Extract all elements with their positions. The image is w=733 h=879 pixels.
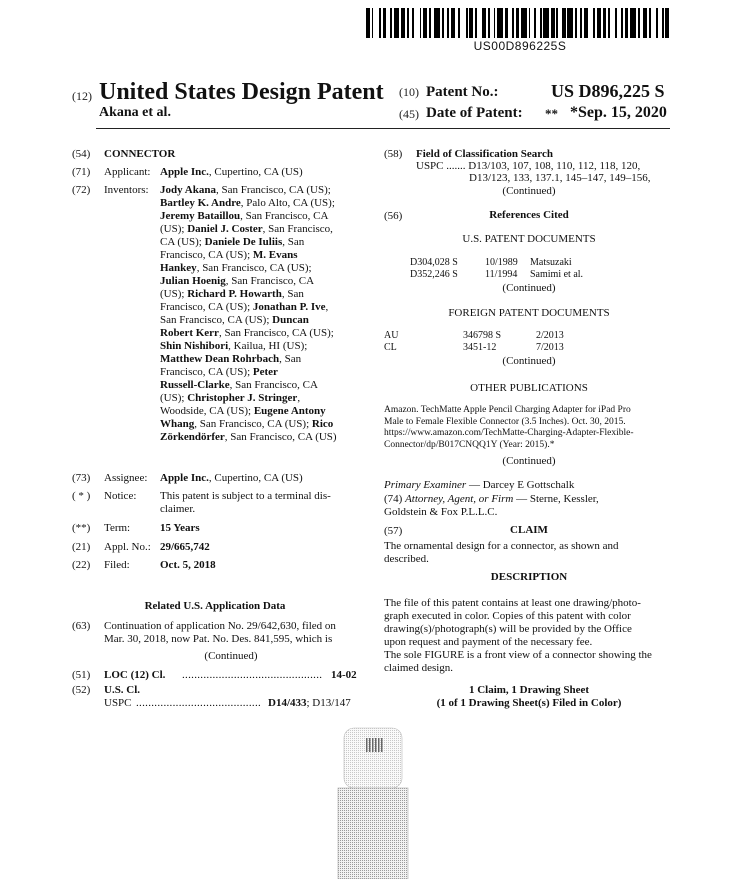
- inventor-name: Rico: [311, 418, 334, 430]
- date-label: Date of Patent:: [426, 105, 523, 121]
- sheet-line-1: 1 Claim, 1 Drawing Sheet: [468, 684, 590, 696]
- connector-drawing: [336, 724, 410, 879]
- foreign-documents-continued: (Continued): [502, 355, 556, 367]
- related-data-title: Related U.S. Application Data: [144, 600, 286, 612]
- inventor-line: [160, 210, 360, 223]
- inventor-name: Jody Akana: [160, 184, 216, 196]
- us-documents-continued: (Continued): [502, 282, 556, 294]
- field-58-number: (58): [384, 148, 403, 160]
- inventor-line: [160, 340, 360, 353]
- classification-line-1: USPC ....... D13/103, 107, 108, 110, 112, 118, 120,: [416, 160, 641, 172]
- description-line: drawing(s)/photograph(s) will be provided by the Office: [384, 623, 632, 635]
- filed-value: Oct. 5, 2018: [160, 559, 216, 571]
- header-rule: [96, 128, 670, 129]
- inventor-location: ,: [297, 392, 301, 404]
- term-label: Term:: [104, 522, 131, 534]
- inventor-name: Christopher J. Stringer: [187, 392, 298, 404]
- inventor-location: Francisco, CA (US);: [160, 301, 253, 313]
- description-line: The file of this patent contains at least one drawing/photo-: [384, 597, 641, 609]
- applicant-location: , Cupertino, CA (US): [208, 166, 303, 178]
- inventor-line: [160, 249, 360, 262]
- term-value: 15 Years: [160, 522, 200, 534]
- field-22-number: (22): [72, 559, 91, 571]
- appl-no-value: 29/665,742: [160, 541, 210, 553]
- inventor-location: Francisco, CA (US);: [160, 366, 253, 378]
- inventor-line: [160, 418, 360, 431]
- applicant-label: Applicant:: [104, 166, 151, 178]
- other-publications-text: [384, 405, 684, 451]
- inventor-location: , San Francisco, CA (US);: [218, 327, 334, 339]
- inventor-name: Zörkendörfer: [160, 431, 225, 443]
- inventor-line: [160, 366, 360, 379]
- field-52-number: (52): [72, 684, 91, 696]
- attorney-name-1: — Sterne, Kessler,: [513, 493, 599, 505]
- inventor-line: [160, 275, 360, 288]
- inventor-location: , San Francisco, CA (US);: [194, 418, 312, 430]
- inventor-line: [160, 314, 360, 327]
- classification-label: Field of Classification Search: [416, 148, 553, 160]
- other-publication-line: Amazon. TechMatte Apple Pencil Charging Adapter for iPad Pro: [384, 405, 631, 415]
- other-publications-continued: (Continued): [502, 455, 556, 467]
- notice-line-2: claimer.: [160, 503, 196, 515]
- field-72-number: (72): [72, 184, 91, 196]
- description-title: DESCRIPTION: [490, 571, 568, 583]
- inventor-name: Peter: [252, 366, 278, 378]
- inventor-location: CA (US);: [160, 236, 205, 248]
- field-51-number: (51): [72, 669, 91, 681]
- uspc-value: [268, 697, 351, 710]
- foreign-documents-title: FOREIGN PATENT DOCUMENTS: [448, 307, 610, 319]
- assignee-value: [160, 472, 303, 485]
- claim-line-2: described.: [384, 553, 429, 565]
- foreign-doc-cc: CL: [384, 342, 397, 353]
- inventor-line: [160, 184, 360, 197]
- inventor-location: Woodside, CA (US);: [160, 405, 254, 417]
- patent-no-label: Patent No.:: [426, 84, 499, 100]
- field-71-number: (71): [72, 166, 91, 178]
- attorney-line: [384, 493, 599, 506]
- patent-date: *Sep. 15, 2020: [570, 104, 667, 121]
- attorney-name-2: Goldstein & Fox P.L.L.C.: [384, 506, 498, 518]
- inventor-location: ,: [325, 301, 329, 313]
- inventor-name: Richard P. Howarth: [187, 288, 282, 300]
- claim-line-1: The ornamental design for a connector, as shown and: [384, 540, 619, 552]
- description-line: upon request and payment of the necessary fee.: [384, 636, 593, 648]
- uspc-dots: .........................................: [136, 697, 262, 709]
- claim-number: (57): [384, 525, 403, 537]
- other-publication-line: Male to Female Flexible Connector (3.5 Inches). Oct. 30, 2015.: [384, 416, 626, 427]
- sheet-line-2: (1 of 1 Drawing Sheet(s) Filed in Color): [436, 697, 622, 709]
- inventors-list: [160, 184, 360, 444]
- inventor-name: Robert Kerr: [160, 327, 219, 339]
- inventor-line: [160, 379, 360, 392]
- inventor-line: [160, 223, 360, 236]
- uspc-secondary: ; D13/147: [306, 697, 351, 709]
- inventor-line: [160, 353, 360, 366]
- inventor-name: Jeremy Bataillou: [160, 210, 241, 222]
- inventor-line: [160, 262, 360, 275]
- inventor-name: Julian Hoenig: [160, 275, 226, 287]
- attorney-label: Attorney, Agent, or Firm: [405, 493, 514, 505]
- inventor-location: , San Francisco,: [262, 223, 333, 235]
- other-publication-line: https://www.amazon.com/TechMatte-Charging-Adapter-Flexible-: [384, 428, 634, 438]
- examiner-label: Primary Examiner: [384, 479, 467, 491]
- inventor-location: , San: [279, 353, 302, 365]
- field-54-number: (54): [72, 148, 91, 160]
- title-connector: CONNECTOR: [104, 148, 176, 160]
- document-title: United States Design Patent: [99, 79, 384, 105]
- field-63-number: (63): [72, 620, 91, 632]
- us-doc-no: D304,028 S: [410, 257, 458, 268]
- foreign-doc-no: 346798 S: [463, 330, 502, 341]
- us-doc-name: Matsuzaki: [530, 257, 572, 268]
- inventor-name: Daniel J. Coster: [187, 223, 263, 235]
- continuation-continued: (Continued): [204, 650, 258, 662]
- uspc-label: USPC: [104, 697, 132, 709]
- notice-number: ( * ): [72, 490, 91, 502]
- inventor-location: , San: [282, 236, 305, 248]
- uspc-primary: D14/433: [268, 697, 307, 709]
- inventor-location: (US);: [160, 223, 188, 235]
- term-number: (**): [72, 522, 91, 534]
- appl-no-label: Appl. No.:: [104, 541, 151, 553]
- inventor-location: , Kailua, HI (US);: [228, 340, 308, 352]
- inventor-name: Russell-Clarke: [160, 379, 230, 391]
- references-cited-label: References Cited: [489, 209, 569, 221]
- field-45-number: (45): [399, 107, 419, 121]
- inventor-name: Hankey: [160, 262, 197, 274]
- classification-continued: (Continued): [502, 185, 556, 197]
- field-21-number: (21): [72, 541, 91, 553]
- inventor-name: Matthew Dean Rohrbach: [160, 353, 280, 365]
- examiner-name: — Darcey E Gottschalk: [466, 479, 575, 491]
- assignee-label: Assignee:: [104, 472, 148, 484]
- inventor-line: [160, 405, 360, 418]
- inventors-label: Inventors:: [104, 184, 149, 196]
- continuation-line-1: Continuation of application No. 29/642,630, filed on: [104, 620, 336, 632]
- loc-dots: ..............................................: [182, 669, 323, 681]
- field-73-number: (73): [72, 472, 91, 484]
- us-doc-no: D352,246 S: [410, 269, 458, 280]
- inventor-location: , San Francisco, CA: [240, 210, 329, 222]
- classification-line-2: D13/123, 133, 137.1, 145–147, 149–156,: [469, 172, 651, 184]
- foreign-doc-no: 3451-12: [463, 342, 497, 353]
- continuation-line-2: Mar. 30, 2018, now Pat. No. Des. 841,595, which is: [104, 633, 333, 645]
- claim-title: CLAIM: [510, 524, 548, 536]
- applicant-value: [160, 166, 303, 179]
- barcode-bar: [665, 8, 669, 38]
- us-doc-date: 11/1994: [485, 269, 518, 280]
- assignee-name: Apple Inc.: [160, 472, 209, 484]
- attorney-number: (74): [384, 493, 403, 505]
- us-doc-name: Samimi et al.: [530, 269, 584, 280]
- inventor-location: , San Francisco, CA (US);: [215, 184, 331, 196]
- us-doc-date: 10/1989: [485, 257, 518, 268]
- barcode-number: US00D896225S: [473, 39, 567, 53]
- inventor-line: [160, 327, 360, 340]
- inventor-name: Eugene Antony: [253, 405, 326, 417]
- description-line: The sole FIGURE is a front view of a connector showing the: [384, 649, 652, 661]
- inventor-location: Francisco, CA (US);: [160, 249, 253, 261]
- inventor-line: [160, 301, 360, 314]
- inventor-location: , San Francisco, CA (US): [224, 431, 337, 443]
- other-publication-line: Connector/dp/B017CNQQ1Y (Year: 2015).*: [384, 439, 555, 450]
- inventor-location: , San Francisco, CA: [229, 379, 318, 391]
- inventor-location: , San Francisco, CA: [225, 275, 315, 287]
- inventor-location: San Francisco, CA (US);: [160, 314, 273, 326]
- inventor-location: (US);: [160, 392, 188, 404]
- field-12-number: (12): [72, 89, 92, 103]
- patent-number: US D896,225 S: [551, 81, 665, 101]
- notice-label: Notice:: [104, 490, 137, 502]
- inventor-name: Shin Nishibori: [160, 340, 229, 352]
- foreign-doc-date: 2/2013: [536, 330, 564, 341]
- inventor-location: (US);: [160, 288, 188, 300]
- inventor-name: Daniele De Iuliis: [204, 236, 283, 248]
- assignee-location: , Cupertino, CA (US): [208, 472, 303, 484]
- foreign-doc-cc: AU: [384, 330, 399, 341]
- us-documents-title: U.S. PATENT DOCUMENTS: [462, 233, 596, 245]
- us-cl-label: U.S. Cl.: [104, 684, 141, 696]
- filed-label: Filed:: [104, 559, 130, 571]
- inventor-location: , San: [281, 288, 304, 300]
- inventor-line: [160, 197, 360, 210]
- loc-label: LOC (12) Cl.: [104, 669, 166, 681]
- barcode: [366, 8, 670, 38]
- foreign-doc-date: 7/2013: [536, 342, 564, 353]
- inventor-location: , San Francisco, CA (US);: [196, 262, 312, 274]
- loc-value: 14-02: [331, 669, 357, 681]
- field-56-number: (56): [384, 210, 403, 222]
- field-10-number: (10): [399, 85, 419, 99]
- inventor-name: Duncan: [272, 314, 309, 326]
- inventor-name: Bartley K. Andre: [160, 197, 241, 209]
- description-text: [384, 597, 676, 675]
- inventor-line: [160, 288, 360, 301]
- examiner-line: [384, 479, 574, 492]
- inventor-line: [160, 236, 360, 249]
- inventor-name: M. Evans: [252, 249, 298, 261]
- inventor-line: [160, 431, 360, 444]
- applicant-name: Apple Inc.: [160, 166, 209, 178]
- inventor-short: Akana et al.: [99, 105, 171, 120]
- inventor-name: Jonathan P. Ive: [252, 301, 326, 313]
- inventor-name: Whang: [160, 418, 195, 430]
- date-stars: **: [545, 106, 558, 121]
- description-line: claimed design.: [384, 662, 454, 674]
- other-publications-title: OTHER PUBLICATIONS: [470, 382, 588, 394]
- inventor-line: [160, 392, 360, 405]
- description-line: graph executed in color. Copies of this patent with color: [384, 610, 631, 622]
- inventor-location: , Palo Alto, CA (US);: [240, 197, 335, 209]
- notice-line-1: This patent is subject to a terminal dis-: [160, 490, 331, 502]
